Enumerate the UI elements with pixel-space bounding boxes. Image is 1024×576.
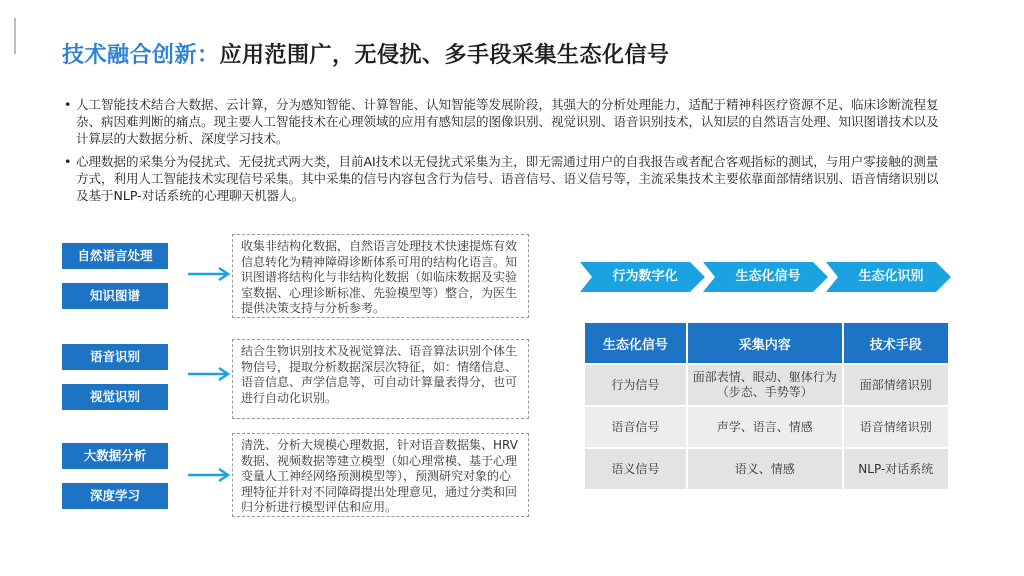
signal-table [583, 321, 950, 491]
table-header-cell: 采集内容 [687, 322, 843, 364]
page-title [62, 38, 670, 69]
right-arrow-icon [186, 467, 236, 483]
table-row [584, 448, 949, 490]
right-arrow-icon [186, 366, 236, 382]
table-cell: NLP-对话系统 [843, 448, 949, 490]
tech-label-knowledge-graph: 知识图谱 [62, 283, 168, 309]
table-header-cell: 生态化信号 [584, 322, 687, 364]
bullet-text: 心理数据的采集分为侵扰式、无侵扰式两大类，目前AI技术以无侵扰式采集为主，即无需通过用户的自我报告或者配合客观指标的测试，与用户零接触的测量方式，利用人工智能技术实现信号采集。其中采集的信号内容包含行为信号、语音信号、语义信号等，主流采集技术主要依靠面部情绪识别、语音情绪识别以及基于NLP-对话系统的心理聊天机器人。 [76, 154, 939, 203]
bullet-marker: • [64, 97, 72, 112]
description-box-recognition: 结合生物识别技术及视觉算法、语音算法识别个体生物信号，提取分析数据深层次特征，如：情绪信息、语音信息、声学信息等，可自动计算量表得分，也可进行自动化识别。 [232, 339, 529, 419]
table-header-row [584, 322, 949, 364]
table-cell: 语义信号 [584, 448, 687, 490]
right-arrow-icon [186, 266, 236, 282]
tech-label-speech-recognition: 语音识别 [62, 344, 168, 370]
tech-label-visual-recognition: 视觉识别 [62, 384, 168, 410]
table-cell: 声学、语言、情感 [687, 406, 843, 448]
bullet-marker: • [64, 154, 72, 169]
tech-label-deep-learning: 深度学习 [62, 483, 168, 509]
bullet-item [64, 153, 944, 204]
table-row [584, 406, 949, 448]
chevron-label: 行为数字化 [612, 269, 678, 284]
table-cell: 面部表情、眼动、躯体行为（步态、手势等） [687, 364, 843, 406]
table-row [584, 364, 949, 406]
table-cell: 面部情绪识别 [843, 364, 949, 406]
title-accent: 技术融合创新： [62, 43, 220, 68]
table-cell: 行为信号 [584, 364, 687, 406]
bullet-text: 人工智能技术结合大数据、云计算，分为感知智能、计算智能、认知智能等发展阶段，其强大的分析处理能力，适配于精神科医疗资源不足、临床诊断流程复杂、病因难判断的痛点。现主要人工智能技术在心理领域的应用有感知层的图像识别、视觉识别、语音识别技术，认知层的自然语言处理、知识图谱技术以及计算层的大数据分析、深度学习技术。 [76, 97, 939, 146]
table-cell: 语音情绪识别 [843, 406, 949, 448]
title-main: 应用范围广，无侵扰、多手段采集生态化信号 [219, 43, 670, 68]
table-cell: 语音信号 [584, 406, 687, 448]
table-cell: 语义、情感 [687, 448, 843, 490]
tech-label-nlp: 自然语言处理 [62, 243, 168, 269]
chevron-label: 生态化识别 [858, 269, 924, 284]
description-box-analysis: 清洗、分析大规模心理数据，针对语音数据集、HRV数据、视频数据等建立模型（如心理常模、基于心理变量人工神经网络预测模型等），预测研究对象的心理特征并针对不同障碍提出处理意见，通过分类和回归分析进行模型评估和应用。 [232, 433, 529, 517]
chevron-label: 生态化信号 [735, 269, 801, 284]
tech-label-big-data: 大数据分析 [62, 443, 168, 469]
top-left-divider [14, 18, 16, 54]
description-box-nlp: 收集非结构化数据，自然语言处理技术快速提炼有效信息转化为精神障碍诊断体系可用的结构化语言。知识图谱将结构化与非结构化数据（如临床数据及实验室数据、心理诊断标准、先验模型等）整合，为医生提供决策支持与分析参考。 [232, 234, 529, 318]
table-header-cell: 技术手段 [843, 322, 949, 364]
bullet-list [64, 96, 944, 210]
bullet-item [64, 96, 944, 147]
